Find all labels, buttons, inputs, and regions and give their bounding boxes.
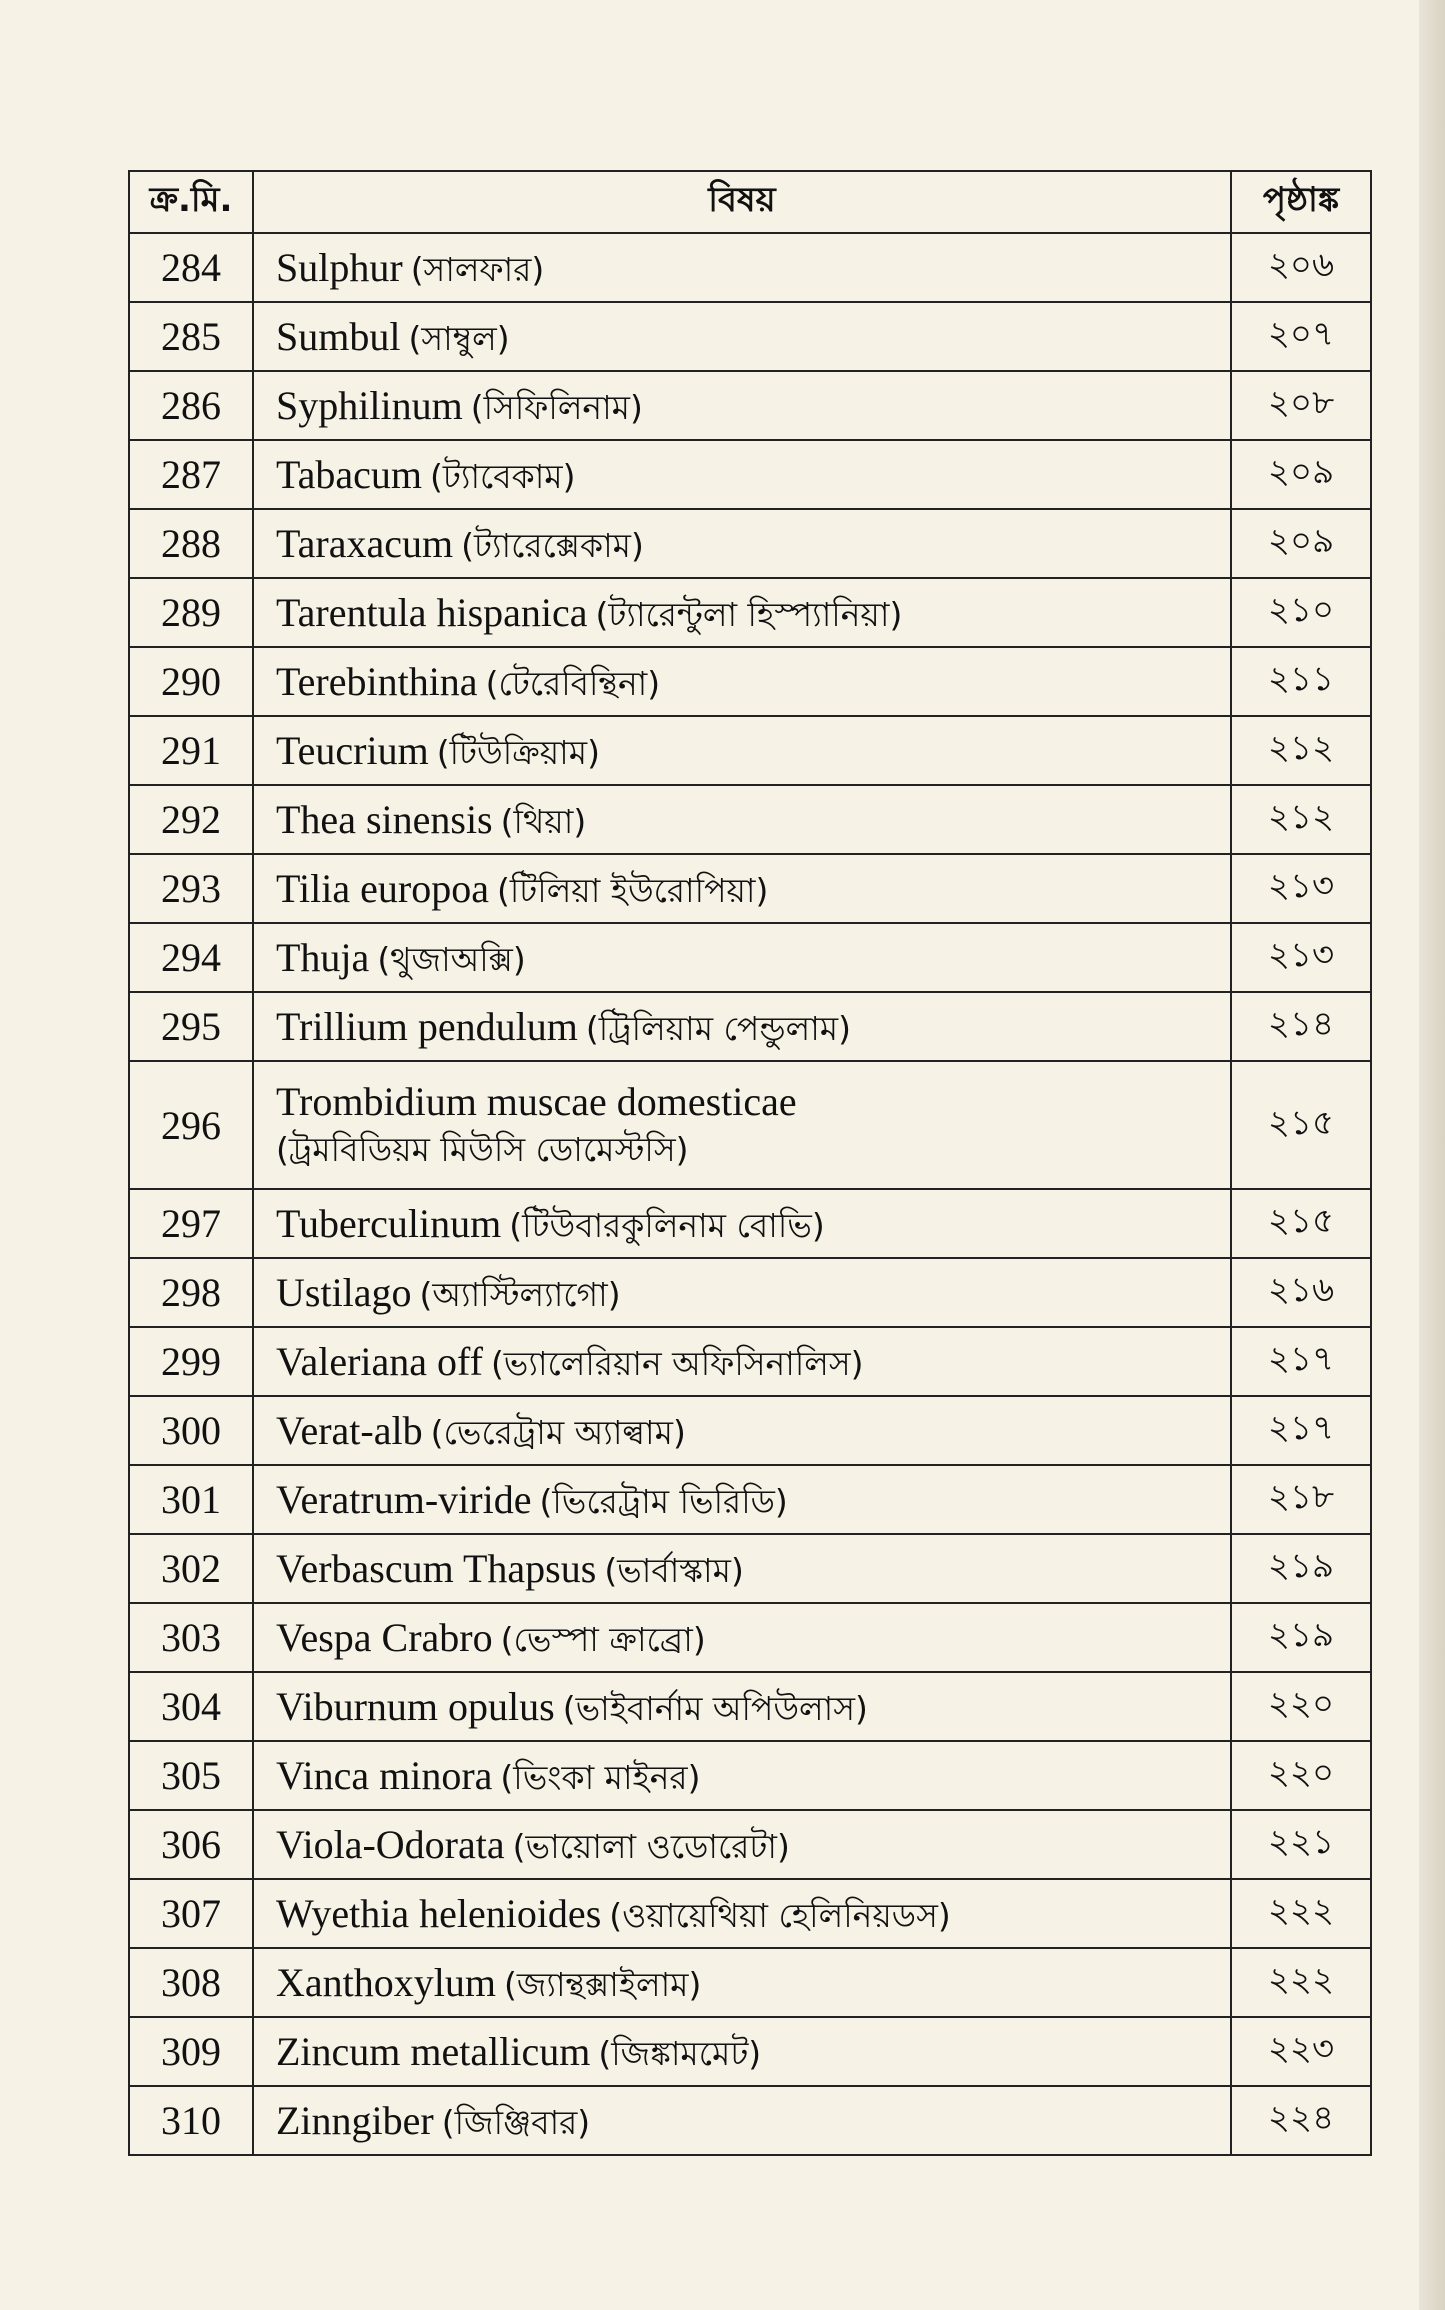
remedy-bengali-name: (ভিংকা মাইনর) <box>500 1757 701 1797</box>
serial-cell: 295 <box>129 992 253 1061</box>
remedy-bengali-name: (সিফিলিনাম) <box>470 387 643 427</box>
remedy-latin-name: Verat-alb <box>276 1407 423 1453</box>
remedy-bengali-name: (সালফার) <box>410 249 545 289</box>
serial-cell: 292 <box>129 785 253 854</box>
page-number-cell: ২১৭ <box>1231 1327 1371 1396</box>
serial-cell: 302 <box>129 1534 253 1603</box>
page-number-cell: ২১৯ <box>1231 1534 1371 1603</box>
remedy-bengali-name: (অ্যাস্টিল্যাগো) <box>419 1274 621 1314</box>
remedy-latin-name: Verbascum Thapsus <box>276 1545 597 1591</box>
remedy-latin-name: Viola-Odorata <box>276 1821 505 1867</box>
subject-cell <box>253 2017 1231 2086</box>
table-row <box>129 1672 1371 1741</box>
page-number-cell: ২২৪ <box>1231 2086 1371 2155</box>
remedy-bengali-name: (ভাইবার্নাম অপিউলাস) <box>562 1688 868 1728</box>
table-row <box>129 923 1371 992</box>
table-row <box>129 1879 1371 1948</box>
page-number-cell: ২২৩ <box>1231 2017 1371 2086</box>
table-row <box>129 854 1371 923</box>
subject-cell <box>253 1061 1231 1189</box>
table-row <box>129 371 1371 440</box>
serial-cell: 309 <box>129 2017 253 2086</box>
index-table <box>128 170 1372 2156</box>
serial-cell: 299 <box>129 1327 253 1396</box>
table-row <box>129 1465 1371 1534</box>
subject-cell <box>253 1396 1231 1465</box>
serial-cell: 296 <box>129 1061 253 1189</box>
remedy-latin-name: Teucrium <box>276 727 429 773</box>
subject-cell <box>253 1534 1231 1603</box>
remedy-bengali-name: (ভিরেট্রাম ভিরিডি) <box>539 1481 788 1521</box>
remedy-latin-name: Tilia europoa <box>276 865 489 911</box>
subject-cell <box>253 233 1231 302</box>
remedy-latin-name: Viburnum opulus <box>276 1683 555 1729</box>
table-row <box>129 1603 1371 1672</box>
remedy-latin-name: Trombidium muscae domesticae <box>276 1079 797 1124</box>
serial-cell: 293 <box>129 854 253 923</box>
remedy-bengali-name: (ট্রিলিয়াম পেন্ডুলাম) <box>585 1008 851 1048</box>
remedy-latin-name: Wyethia helenioides <box>276 1890 602 1936</box>
subject-cell <box>253 2086 1231 2155</box>
remedy-latin-name: Tarentula hispanica <box>276 589 588 635</box>
remedy-bengali-name: (ভেরেট্রাম অ্যাল্বাম) <box>430 1412 686 1452</box>
page-number-cell: ২২২ <box>1231 1948 1371 2017</box>
remedy-latin-name: Taraxacum <box>276 520 454 566</box>
remedy-bengali-name: (ভার্বাস্কাম) <box>604 1550 744 1590</box>
remedy-latin-name: Veratrum-viride <box>276 1476 532 1522</box>
remedy-bengali-name: (ট্যাবেকাম) <box>430 456 576 496</box>
serial-cell: 304 <box>129 1672 253 1741</box>
serial-cell: 294 <box>129 923 253 992</box>
subject-cell <box>253 1189 1231 1258</box>
remedy-bengali-name: (টিলিয়া ইউরোপিয়া) <box>496 870 769 910</box>
page-number-cell: ২১৭ <box>1231 1396 1371 1465</box>
serial-cell: 301 <box>129 1465 253 1534</box>
serial-cell: 306 <box>129 1810 253 1879</box>
remedy-bengali-name: (ভেস্পা ক্রাব্রো) <box>500 1619 706 1659</box>
table-row <box>129 578 1371 647</box>
remedy-bengali-name: (ট্যারেক্সেকাম) <box>461 525 644 565</box>
serial-cell: 287 <box>129 440 253 509</box>
table-row <box>129 1810 1371 1879</box>
subject-cell <box>253 1741 1231 1810</box>
remedy-bengali-name: (ট্যারেন্টুলা হিস্প্যানিয়া) <box>595 594 903 634</box>
page-number-cell: ২২০ <box>1231 1741 1371 1810</box>
page-number-cell: ২১৯ <box>1231 1603 1371 1672</box>
remedy-bengali-name: (থিয়া) <box>500 801 587 841</box>
remedy-bengali-name: (ভ্যালেরিয়ান অফিসিনালিস) <box>490 1343 864 1383</box>
page-number-cell: ২০৬ <box>1231 233 1371 302</box>
remedy-bengali-name: (টিউক্রিয়াম) <box>436 732 600 772</box>
subject-cell <box>253 1948 1231 2017</box>
serial-cell: 300 <box>129 1396 253 1465</box>
subject-cell <box>253 1327 1231 1396</box>
serial-cell: 305 <box>129 1741 253 1810</box>
serial-cell: 290 <box>129 647 253 716</box>
remedy-bengali-name: (জিঙ্কামমেট) <box>598 2033 762 2073</box>
subject-cell <box>253 854 1231 923</box>
page-number-cell: ২১৫ <box>1231 1061 1371 1189</box>
remedy-bengali-name: (ট্রমবিডিয়ম মিউসি ডোমেস্টসি) <box>276 1130 689 1169</box>
subject-cell <box>253 1810 1231 1879</box>
table-row <box>129 1396 1371 1465</box>
table-body <box>129 233 1371 2155</box>
subject-cell <box>253 578 1231 647</box>
page-number-cell: ২০৭ <box>1231 302 1371 371</box>
remedy-bengali-name: (থুজাঅক্সি) <box>377 939 526 979</box>
table-row <box>129 233 1371 302</box>
remedy-latin-name: Syphilinum <box>276 382 463 428</box>
table-row <box>129 992 1371 1061</box>
remedy-latin-name: Tabacum <box>276 451 423 497</box>
table-row <box>129 1327 1371 1396</box>
page-number-cell: ২১২ <box>1231 785 1371 854</box>
serial-cell: 308 <box>129 1948 253 2017</box>
page-number-cell: ২২২ <box>1231 1879 1371 1948</box>
page-edge <box>1419 0 1445 2310</box>
subject-cell <box>253 371 1231 440</box>
remedy-latin-name: Zincum metallicum <box>276 2028 591 2074</box>
page-number-cell: ২১২ <box>1231 716 1371 785</box>
page-number-cell: ২১৫ <box>1231 1189 1371 1258</box>
page-number-cell: ২১৬ <box>1231 1258 1371 1327</box>
table-row <box>129 1741 1371 1810</box>
table-row <box>129 1189 1371 1258</box>
table-row <box>129 1258 1371 1327</box>
remedy-latin-name: Sumbul <box>276 313 401 359</box>
header-subject: বিষয় <box>253 171 1231 233</box>
serial-cell: 289 <box>129 578 253 647</box>
remedy-latin-name: Xanthoxylum <box>276 1959 496 2005</box>
subject-cell <box>253 440 1231 509</box>
remedy-latin-name: Trillium pendulum <box>276 1003 578 1049</box>
table-row <box>129 1061 1371 1189</box>
serial-cell: 291 <box>129 716 253 785</box>
subject-cell <box>253 716 1231 785</box>
page-number-cell: ২১০ <box>1231 578 1371 647</box>
table-row <box>129 1948 1371 2017</box>
table-row <box>129 2086 1371 2155</box>
remedy-latin-name: Valeriana off <box>276 1338 483 1384</box>
subject-cell <box>253 1603 1231 1672</box>
remedy-latin-name: Ustilago <box>276 1269 412 1315</box>
serial-cell: 307 <box>129 1879 253 1948</box>
remedy-bengali-name: (ওয়ায়েথিয়া হেলিনিয়ডস) <box>609 1895 951 1935</box>
remedy-latin-name: Sulphur <box>276 244 403 290</box>
subject-cell <box>253 1258 1231 1327</box>
serial-cell: 288 <box>129 509 253 578</box>
serial-cell: 297 <box>129 1189 253 1258</box>
subject-cell <box>253 923 1231 992</box>
remedy-bengali-name: (টিউবারকুলিনাম বোভি) <box>509 1205 825 1245</box>
page-number-cell: ২১১ <box>1231 647 1371 716</box>
subject-cell <box>253 647 1231 716</box>
table-row <box>129 716 1371 785</box>
table-row <box>129 647 1371 716</box>
remedy-bengali-name: (ভায়োলা ওডোরেটা) <box>512 1826 790 1866</box>
table-row <box>129 302 1371 371</box>
remedy-latin-name: Thea sinensis <box>276 796 493 842</box>
serial-cell: 310 <box>129 2086 253 2155</box>
table-row <box>129 509 1371 578</box>
serial-cell: 298 <box>129 1258 253 1327</box>
page-number-cell: ২২০ <box>1231 1672 1371 1741</box>
serial-cell: 284 <box>129 233 253 302</box>
subject-cell <box>253 1465 1231 1534</box>
subject-cell <box>253 509 1231 578</box>
serial-cell: 285 <box>129 302 253 371</box>
table-row <box>129 1534 1371 1603</box>
remedy-latin-name: Tuberculinum <box>276 1200 502 1246</box>
remedy-latin-name: Thuja <box>276 934 370 980</box>
remedy-bengali-name: (জ্যান্থক্সাইলাম) <box>503 1964 702 2004</box>
remedy-latin-name: Vinca minora <box>276 1752 493 1798</box>
remedy-bengali-name: (টেরেবিন্থিনা) <box>485 663 661 703</box>
remedy-latin-name: Vespa Crabro <box>276 1614 493 1660</box>
page-number-cell: ২০৮ <box>1231 371 1371 440</box>
table-row <box>129 2017 1371 2086</box>
table-row <box>129 440 1371 509</box>
remedy-bengali-name: (জিঞ্জিবার) <box>441 2102 591 2142</box>
subject-cell <box>253 1672 1231 1741</box>
subject-cell <box>253 992 1231 1061</box>
table-header-row <box>129 171 1371 233</box>
serial-cell: 303 <box>129 1603 253 1672</box>
page-number-cell: ২১৮ <box>1231 1465 1371 1534</box>
remedy-latin-name: Zinngiber <box>276 2097 434 2143</box>
remedy-bengali-name: (সাম্বুল) <box>408 318 510 358</box>
page-number-cell: ২০৯ <box>1231 440 1371 509</box>
page-number-cell: ২১৩ <box>1231 854 1371 923</box>
subject-cell <box>253 302 1231 371</box>
page-number-cell: ২০৯ <box>1231 509 1371 578</box>
header-serial: ক্র.মি. <box>129 171 253 233</box>
page-number-cell: ২১৪ <box>1231 992 1371 1061</box>
page-number-cell: ২১৩ <box>1231 923 1371 992</box>
subject-cell <box>253 1879 1231 1948</box>
remedy-latin-name: Terebinthina <box>276 658 478 704</box>
header-page: পৃষ্ঠাঙ্ক <box>1231 171 1371 233</box>
table-row <box>129 785 1371 854</box>
subject-cell <box>253 785 1231 854</box>
serial-cell: 286 <box>129 371 253 440</box>
page-number-cell: ২২১ <box>1231 1810 1371 1879</box>
